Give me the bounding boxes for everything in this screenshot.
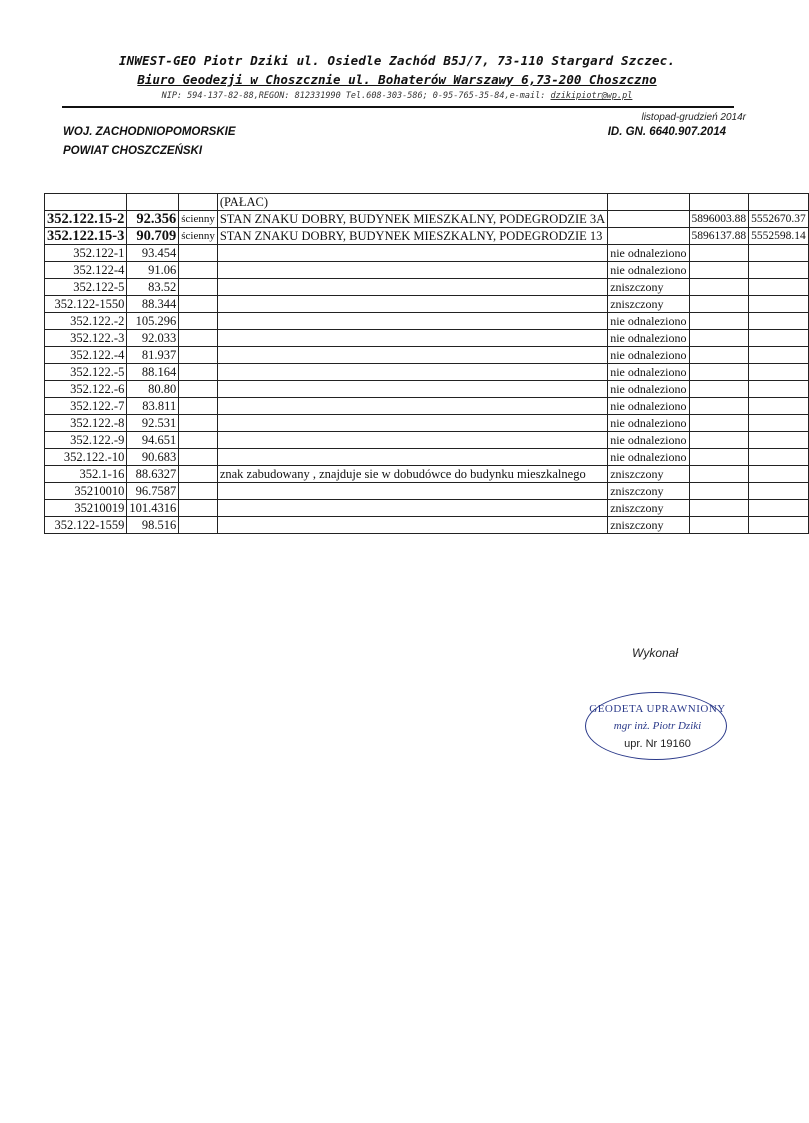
table-row [45, 228, 809, 245]
height-cell: 90.709 [127, 228, 179, 245]
status-cell: zniszczony [608, 517, 689, 534]
point-number-cell: 352.122.-9 [45, 432, 127, 449]
point-number-cell: 352.122.-4 [45, 347, 127, 364]
status-cell: zniszczony [608, 279, 689, 296]
table-row [45, 347, 809, 364]
table-row [45, 296, 809, 313]
height-cell: 92.531 [127, 415, 179, 432]
coord-y-cell [749, 517, 809, 534]
mark-type-cell [179, 483, 218, 500]
coord-y-cell [749, 449, 809, 466]
coord-x-cell [689, 262, 749, 279]
mark-type-cell [179, 364, 218, 381]
height-cell: 101.4316 [127, 500, 179, 517]
point-number-cell: 352.122-4 [45, 262, 127, 279]
coord-y-cell [749, 245, 809, 262]
status-cell: nie odnaleziono [608, 415, 689, 432]
status-cell: nie odnaleziono [608, 398, 689, 415]
height-cell: 92.356 [127, 211, 179, 228]
mark-type-cell [179, 313, 218, 330]
point-number-cell: 352.122.-5 [45, 364, 127, 381]
coord-x-cell [689, 500, 749, 517]
surveyor-stamp [585, 690, 730, 762]
height-cell: 93.454 [127, 245, 179, 262]
stamp-license: upr. Nr 19160 [624, 738, 691, 750]
contact-line [0, 91, 794, 101]
height-cell: 80.80 [127, 381, 179, 398]
office-address-line: Biuro Geodezji w Choszcznie ul. Bohaterów Warszawy 6,73-200 Choszczno [137, 72, 657, 87]
description-cell [217, 500, 607, 517]
table-row [45, 398, 809, 415]
table-row [45, 415, 809, 432]
status-cell [608, 211, 689, 228]
point-number-cell [45, 194, 127, 211]
mark-type-cell [179, 194, 218, 211]
mark-type-cell [179, 466, 218, 483]
height-cell: 98.516 [127, 517, 179, 534]
table-row [45, 449, 809, 466]
point-number-cell: 35210019 [45, 500, 127, 517]
height-cell: 92.033 [127, 330, 179, 347]
table-row [45, 381, 809, 398]
mark-type-cell [179, 517, 218, 534]
stamp-name: mgr inż. Piotr Dziki [613, 720, 702, 732]
coord-x-cell [689, 279, 749, 296]
point-number-cell: 35210010 [45, 483, 127, 500]
mark-type-cell [179, 279, 218, 296]
status-cell: nie odnaleziono [608, 313, 689, 330]
coord-x-cell [689, 347, 749, 364]
table-row [45, 432, 809, 449]
table-row [45, 279, 809, 296]
status-cell: zniszczony [608, 483, 689, 500]
point-number-cell: 352.122-1 [45, 245, 127, 262]
coord-y-cell [749, 415, 809, 432]
description-cell [217, 279, 607, 296]
mark-type-cell [179, 347, 218, 364]
table-row [45, 194, 809, 211]
description-cell [217, 398, 607, 415]
coord-y-cell [749, 296, 809, 313]
coord-x-cell: 5896137.88 [689, 228, 749, 245]
point-number-cell: 352.122.-8 [45, 415, 127, 432]
point-number-cell: 352.122.-7 [45, 398, 127, 415]
description-cell [217, 245, 607, 262]
signature-label: Wykonał [632, 646, 679, 660]
stamp-title: GEODETA UPRAWNIONY [589, 703, 726, 715]
coord-x-cell [689, 517, 749, 534]
point-number-cell: 352.122-1550 [45, 296, 127, 313]
coord-y-cell: 5552670.37 [749, 211, 809, 228]
coord-y-cell [749, 432, 809, 449]
company-header-line: INWEST-GEO Piotr Dziki ul. Osiedle Zachód B5J/7, 73-110 Stargard Szczec. [118, 53, 676, 68]
table-row [45, 245, 809, 262]
contact-details: NIP: 594-137-82-88,REGON: 812331990 Tel.608-303-586; 0-95-765-35-84,e-mail: [161, 91, 551, 101]
coord-x-cell [689, 364, 749, 381]
coord-y-cell [749, 330, 809, 347]
table-row [45, 364, 809, 381]
description-cell [217, 381, 607, 398]
mark-type-cell [179, 296, 218, 313]
email-link[interactable]: dzikipiotr@wp.pl [550, 91, 633, 101]
coord-y-cell: 5552598.14 [749, 228, 809, 245]
table-row [45, 500, 809, 517]
mark-type-cell [179, 432, 218, 449]
status-cell: nie odnaleziono [608, 347, 689, 364]
height-cell: 90.683 [127, 449, 179, 466]
table-row [45, 313, 809, 330]
description-cell [217, 313, 607, 330]
date-line: listopad-grudzień 2014r [641, 112, 746, 123]
coord-x-cell [689, 194, 749, 211]
coord-x-cell [689, 296, 749, 313]
height-cell: 81.937 [127, 347, 179, 364]
point-number-cell: 352.122.-2 [45, 313, 127, 330]
coord-y-cell [749, 483, 809, 500]
status-cell: nie odnaleziono [608, 245, 689, 262]
description-cell [217, 449, 607, 466]
mark-type-cell [179, 381, 218, 398]
height-cell: 94.651 [127, 432, 179, 449]
description-cell [217, 330, 607, 347]
coord-y-cell [749, 381, 809, 398]
status-cell: nie odnaleziono [608, 432, 689, 449]
coord-x-cell [689, 449, 749, 466]
coord-y-cell [749, 279, 809, 296]
height-cell: 91.06 [127, 262, 179, 279]
description-cell [217, 415, 607, 432]
description-cell [217, 364, 607, 381]
height-cell: 88.164 [127, 364, 179, 381]
mark-type-cell [179, 330, 218, 347]
mark-type-cell [179, 449, 218, 466]
height-cell: 83.52 [127, 279, 179, 296]
height-cell: 96.7587 [127, 483, 179, 500]
coord-y-cell [749, 466, 809, 483]
description-cell [217, 296, 607, 313]
coord-y-cell [749, 347, 809, 364]
height-cell: 105.296 [127, 313, 179, 330]
coord-x-cell [689, 415, 749, 432]
status-cell: zniszczony [608, 500, 689, 517]
mark-type-cell [179, 398, 218, 415]
status-cell [608, 194, 689, 211]
point-number-cell: 352.122.-6 [45, 381, 127, 398]
table-row [45, 262, 809, 279]
table-row [45, 517, 809, 534]
document-id: ID. GN. 6640.907.2014 [607, 126, 726, 138]
description-cell [217, 432, 607, 449]
coord-x-cell [689, 398, 749, 415]
description-cell: (PAŁAC) [217, 194, 607, 211]
description-cell [217, 262, 607, 279]
description-cell [217, 347, 607, 364]
height-cell: 83.811 [127, 398, 179, 415]
header-rule [62, 106, 734, 108]
coord-y-cell [749, 398, 809, 415]
point-number-cell: 352.122-1559 [45, 517, 127, 534]
coord-x-cell [689, 381, 749, 398]
point-number-cell: 352.122-5 [45, 279, 127, 296]
point-number-cell: 352.122.-3 [45, 330, 127, 347]
status-cell: nie odnaleziono [608, 381, 689, 398]
coord-x-cell [689, 483, 749, 500]
county-label: POWIAT CHOSZCZEŃSKI [63, 145, 203, 157]
coord-x-cell [689, 466, 749, 483]
coord-y-cell [749, 313, 809, 330]
table-row [45, 466, 809, 483]
status-cell: zniszczony [608, 466, 689, 483]
description-cell: znak zabudowany , znajduje sie w dobudówce do budynku mieszkalnego [217, 466, 607, 483]
mark-type-cell [179, 415, 218, 432]
coord-y-cell [749, 364, 809, 381]
point-number-cell: 352.1-16 [45, 466, 127, 483]
coord-y-cell [749, 262, 809, 279]
description-cell: STAN ZNAKU DOBRY, BUDYNEK MIESZKALNY, PODEGRODZIE 13 [217, 228, 607, 245]
voivodeship-label: WOJ. ZACHODNIOPOMORSKIE [63, 126, 236, 138]
description-cell [217, 483, 607, 500]
coord-x-cell [689, 432, 749, 449]
height-cell [127, 194, 179, 211]
coord-x-cell [689, 330, 749, 347]
coord-x-cell [689, 245, 749, 262]
description-cell [217, 517, 607, 534]
coord-y-cell [749, 194, 809, 211]
table-row [45, 211, 809, 228]
mark-type-cell: ścienny [179, 211, 218, 228]
height-cell: 88.344 [127, 296, 179, 313]
mark-type-cell [179, 245, 218, 262]
point-number-cell: 352.122.15-2 [45, 211, 127, 228]
coord-x-cell: 5896003.88 [689, 211, 749, 228]
status-cell: nie odnaleziono [608, 330, 689, 347]
status-cell: zniszczony [608, 296, 689, 313]
mark-type-cell [179, 500, 218, 517]
height-cell: 88.6327 [127, 466, 179, 483]
point-number-cell: 352.122.-10 [45, 449, 127, 466]
status-cell [608, 228, 689, 245]
mark-type-cell [179, 262, 218, 279]
point-number-cell: 352.122.15-3 [45, 228, 127, 245]
status-cell: nie odnaleziono [608, 262, 689, 279]
status-cell: nie odnaleziono [608, 364, 689, 381]
description-cell: STAN ZNAKU DOBRY, BUDYNEK MIESZKALNY, PODEGRODZIE 3A [217, 211, 607, 228]
table-row [45, 330, 809, 347]
coord-x-cell [689, 313, 749, 330]
status-cell: nie odnaleziono [608, 449, 689, 466]
mark-type-cell: ścienny [179, 228, 218, 245]
table-row [45, 483, 809, 500]
coord-y-cell [749, 500, 809, 517]
benchmark-table [44, 193, 809, 534]
